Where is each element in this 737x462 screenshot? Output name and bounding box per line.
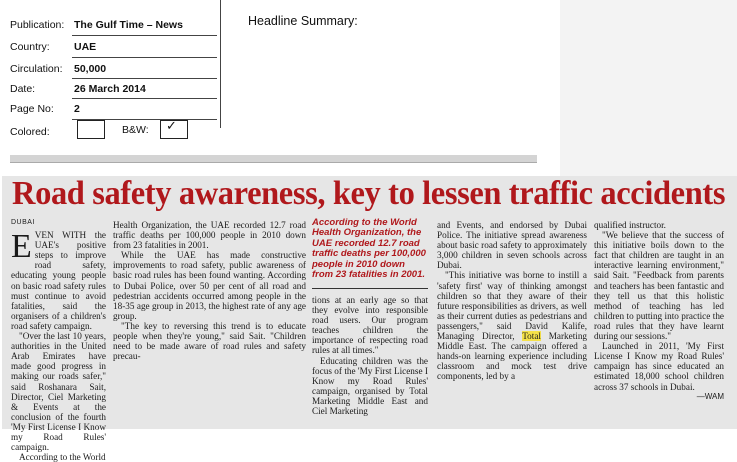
- paragraph: "We believe that the success of this initiative boils down to the fact that children are taught in an interactive learning environment," said Sait. "Feedback from parents and teachers has been fantastic and they tell us that this holistic method of teaching has led children to putting into practice the road rules that they have learnt during our sessions.": [594, 230, 724, 342]
- headline-summary-label: Headline Summary:: [248, 14, 358, 28]
- divider: [72, 35, 217, 36]
- publication-value: The Gulf Time – News: [74, 19, 183, 31]
- publication-label: Publication:: [10, 19, 65, 31]
- paragraph-text: Marketing Middle East. The campaign offered a hands-on learning experience including classroom and mock test drive components, led by a: [437, 331, 588, 382]
- article-column-5: [594, 220, 724, 402]
- divider: [72, 98, 217, 99]
- colored-checkbox[interactable]: [77, 120, 105, 139]
- article-column-3: [312, 295, 428, 416]
- check-icon: ✓: [166, 118, 177, 133]
- paragraph: While the UAE has made constructive improvements to road safety, public awareness of basic road rules has been found wanting. According to Dubai Police, over 50 per cent of all road and pedestrian accidents occurred among people in the 18-35 age group in 2013, the highest rate of any age group.: [113, 250, 306, 321]
- article-column-1: [11, 218, 106, 462]
- date-label: Date:: [10, 83, 36, 95]
- pull-quote: According to the World Health Organization, the UAE recorded 12.7 road traffic deaths per 100,000 people in 2010 down from 23 fatalities in 2001.: [312, 217, 426, 281]
- paragraph: "The key to reversing this trend is to educate people when they're young," said Sait. "Children need to be made aware of road rules and safety precau-: [113, 320, 306, 362]
- country-label: Country:: [10, 41, 50, 53]
- paragraph: "Over the last 10 years, authorities in the United Arab Emirates have made good progress in making our roads safer," said Roshanara Sait, Director, Ciel Marketing & Events at the conclusion of the fourth 'My First License I Know my Road Rules' campaign.: [11, 331, 106, 453]
- paragraph: Launched in 2011, 'My First License I Know my Road Rules' campaign has since educated an estimated 18,000 school children across 37 schools in Dubai.: [594, 341, 724, 392]
- paragraph: Educating children was the focus of the 'My First License I Know my Road Rules' campaign, organised by Total Marketing Middle East and Ciel Marketing: [312, 355, 428, 417]
- divider: [312, 288, 428, 289]
- highlighted-word: Total: [522, 331, 541, 342]
- divider: [72, 57, 217, 58]
- bw-label: B&W:: [122, 124, 149, 136]
- article-title: Road safety awareness, key to lessen traffic accidents: [12, 175, 726, 212]
- paragraph: VEN WITH the UAE's positive steps to improve road safety, educating young people on basic road safety rules must continue to avoid fatalities, said the organisers of a children's road safety campaign.: [11, 230, 106, 331]
- page-background-right: [560, 0, 737, 176]
- article-column-2: [113, 220, 306, 361]
- divider: [72, 78, 217, 79]
- dateline: DUBAI: [11, 219, 35, 226]
- paragraph: Health Organization, the UAE recorded 12.7 road traffic deaths per 100,000 people in 2010 down from 23 fatalities in 2001.: [113, 220, 306, 251]
- paragraph: tions at an early age so that they evolve into responsible road users. Our program teaches children the importance of respecting road rules at all times.": [312, 295, 428, 356]
- article-column-4: [437, 220, 587, 382]
- byline: —WAM: [696, 391, 724, 401]
- paragraph: According to the World: [19, 452, 106, 462]
- circulation-value: 50,000: [74, 63, 107, 75]
- paragraph: qualified instructor.: [594, 220, 666, 230]
- paragraph-text: "This initiative was borne to instill a 'safety first' way of thinking amongst children so that they aware of their future responsibilities as drivers, as well as their current duties as pedestrians and passengers," said David Kalife, Managing Director,: [437, 270, 587, 342]
- page-value: 2: [74, 103, 80, 115]
- vertical-divider: [220, 0, 221, 128]
- page-label: Page No:: [10, 103, 54, 115]
- circulation-label: Circulation:: [10, 63, 63, 75]
- dropcap: E: [11, 228, 32, 266]
- paragraph: [437, 270, 587, 381]
- paragraph: and Events, and endorsed by Dubai Police. The initiative spread awareness about basic road safety to approximately 3,000 children in seven schools across Dubai.: [437, 220, 587, 271]
- separator-bar: [10, 155, 537, 163]
- country-value: UAE: [74, 41, 97, 53]
- date-value: 26 March 2014: [74, 83, 146, 95]
- colored-label: Colored:: [10, 126, 50, 138]
